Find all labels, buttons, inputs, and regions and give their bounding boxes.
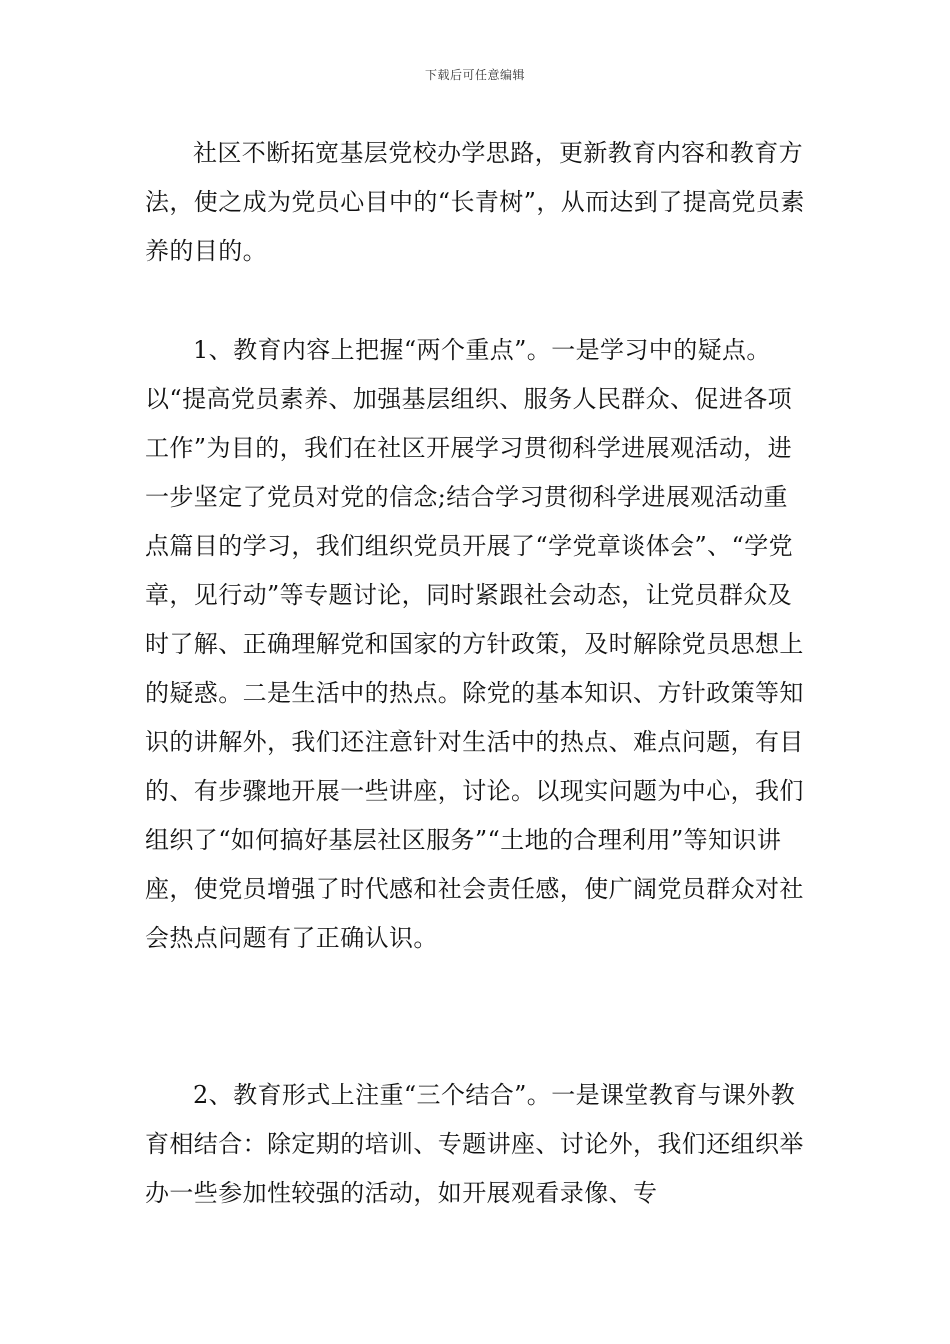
paragraph-intro: 社区不断拓宽基层党校办学思路，更新教育内容和教育方法，使之成为党员心目中的“长青树”，从而达到了提高党员素养的目的。 bbox=[145, 139, 805, 265]
header-note: 下载后可任意编辑 bbox=[424, 68, 525, 82]
paragraph-education-form: 2、教育形式上注重“三个结合”。一是课堂教育与课外教育相结合：除定期的培训、专题讲座、讨论外，我们还组织举办一些参加性较强的活动，如开展观看录像、专 bbox=[145, 1081, 804, 1207]
paragraph-education-content: 1、教育内容上把握“两个重点”。一是学习中的疑点。以“提高党员素养、加强基层组织、服务人民群众、促进各项工作”为目的，我们在社区开展学习贯彻科学进展观活动，进一步坚定了党员对党的信念;结合学习贯彻科学进展观活动重点篇目的学习，我们组织党员开展了“学党章谈体会”、“学党章，见行动”等专题讨论，同时紧跟社会动态，让党员群众及时了解、正确理解党和国家的方针政策，及时解除党员思想上的疑惑。二是生活中的热点。除党的基本知识、方针政策等知识的讲解外，我们还注意针对生活中的热点、难点问题，有目的、有步骤地开展一些讲座，讨论。以现实问题为中心，我们组织了“如何搞好基层社区服务”“土地的合理利用”等知识讲座，使党员增强了时代感和社会责任感，使广阔党员群众对社会热点问题有了正确认识。 bbox=[145, 336, 804, 952]
